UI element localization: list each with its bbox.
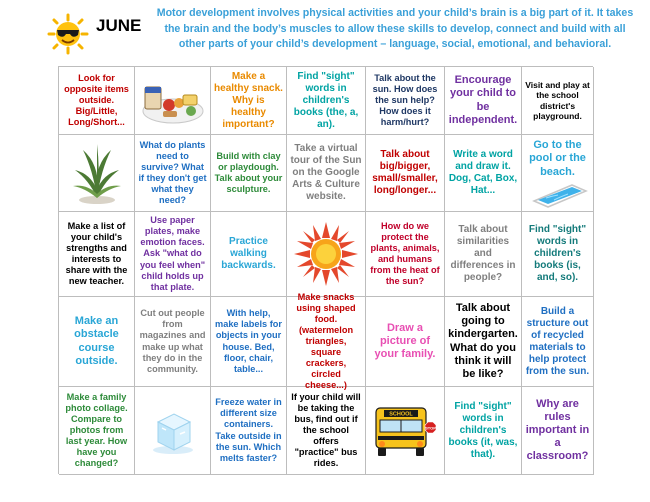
image-cell xyxy=(59,135,135,212)
activity-cell: Use paper plates, make emotion faces. Ask "what do you feel when" child holds up that plate. xyxy=(135,212,211,297)
image-cell xyxy=(366,387,445,475)
intro-text: Motor development involves physical activities and your child’s brain is a big part of it. It takes the brain and the body’s muscles to allow these skills to develop, connect and build with all other parts of your child’s development – language, social, emotional, and behavioral. xyxy=(156,7,634,50)
activity-cell: Talk about the sun. How does the sun help? How does it harm/hurt? xyxy=(366,67,445,135)
activity-cell: Talk about big/bigger, small/smaller, long/longer... xyxy=(366,135,445,212)
activity-cell: Write a word and draw it. Dog, Cat, Box, Hat... xyxy=(445,135,522,212)
activity-cell: With help, make labels for objects in your house. Bed, floor, chair, table... xyxy=(211,297,287,387)
activity-cell: Build a structure out of recycled materials to help protect from the sun. xyxy=(522,297,594,387)
activity-cell: Find "sight" words in children's books (the, a, an). xyxy=(287,67,366,135)
activity-cell: Visit and play at the school district's playground. xyxy=(522,67,594,135)
activity-cell: Why are rules important in a classroom? xyxy=(522,387,594,475)
activity-cell: How do we protect the plants, animals, and humans from the heat of the sun? xyxy=(366,212,445,297)
stop-sign-label: STOP xyxy=(425,424,436,430)
activity-cell: Build with clay or playdough. Talk about your sculpture. xyxy=(211,135,287,212)
sun-icon xyxy=(293,221,359,287)
image-cell xyxy=(135,387,211,475)
activity-cell: Make snacks using shaped food. (watermelon triangles, square crackers, circled cheese...) xyxy=(287,297,366,387)
activity-cell: If your child will be taking the bus, find out if the school offers "practice" bus rides. xyxy=(287,387,366,475)
activity-cell: Find "sight" words in children's books (it, was, that). xyxy=(445,387,522,475)
image-cell xyxy=(287,212,366,297)
activity-cell: Cut out people from magazines and make up what they do in the community. xyxy=(135,297,211,387)
activity-cell: Practice walking backwards. xyxy=(211,212,287,297)
activity-cell: Encourage your child to be independent. xyxy=(445,67,522,135)
snack-plate-icon xyxy=(139,73,207,129)
month-title: JUNE xyxy=(96,16,142,35)
activity-cell: What do plants need to survive? What if they don't get what they need? xyxy=(135,135,211,212)
activity-cell: Take a virtual tour of the Sun on the Google Arts & Culture website. xyxy=(287,135,366,212)
activity-cell: Make a family photo collage. Compare to photos from last year. How have you changed? xyxy=(59,387,135,475)
activity-cell: Look for opposite items outside. Big/Little, Long/Short... xyxy=(59,67,135,135)
activity-cell: Make an obstacle course outside. xyxy=(59,297,135,387)
activity-calendar xyxy=(58,66,593,474)
activity-cell: Freeze water in different size containers. Take outside in the sun. Which melts faster? xyxy=(211,387,287,475)
activity-cell: Make a healthy snack. Why is healthy important? xyxy=(211,67,287,135)
activity-cell: Talk about going to kindergarten. What do you think it will be like? xyxy=(445,297,522,387)
activity-cell: Find "sight" words in children's books (is, and, so). xyxy=(522,212,594,297)
sunglasses-sun-icon xyxy=(44,14,92,54)
plant-icon xyxy=(69,140,125,206)
school-bus-icon xyxy=(370,404,440,458)
ice-cube-icon xyxy=(148,406,198,456)
activity-cell: Make a list of your child's strengths and interests to share with the new teacher. xyxy=(59,212,135,297)
activity-cell: Go to the pool or the beach. xyxy=(522,135,594,212)
activity-cell: Talk about similarities and differences in people? xyxy=(445,212,522,297)
page-header xyxy=(0,0,650,64)
bus-label: SCHOOL xyxy=(389,411,413,418)
activity-cell: Draw a picture of your family. xyxy=(366,297,445,387)
swimming-pool-icon xyxy=(528,183,588,207)
image-cell xyxy=(135,67,211,135)
